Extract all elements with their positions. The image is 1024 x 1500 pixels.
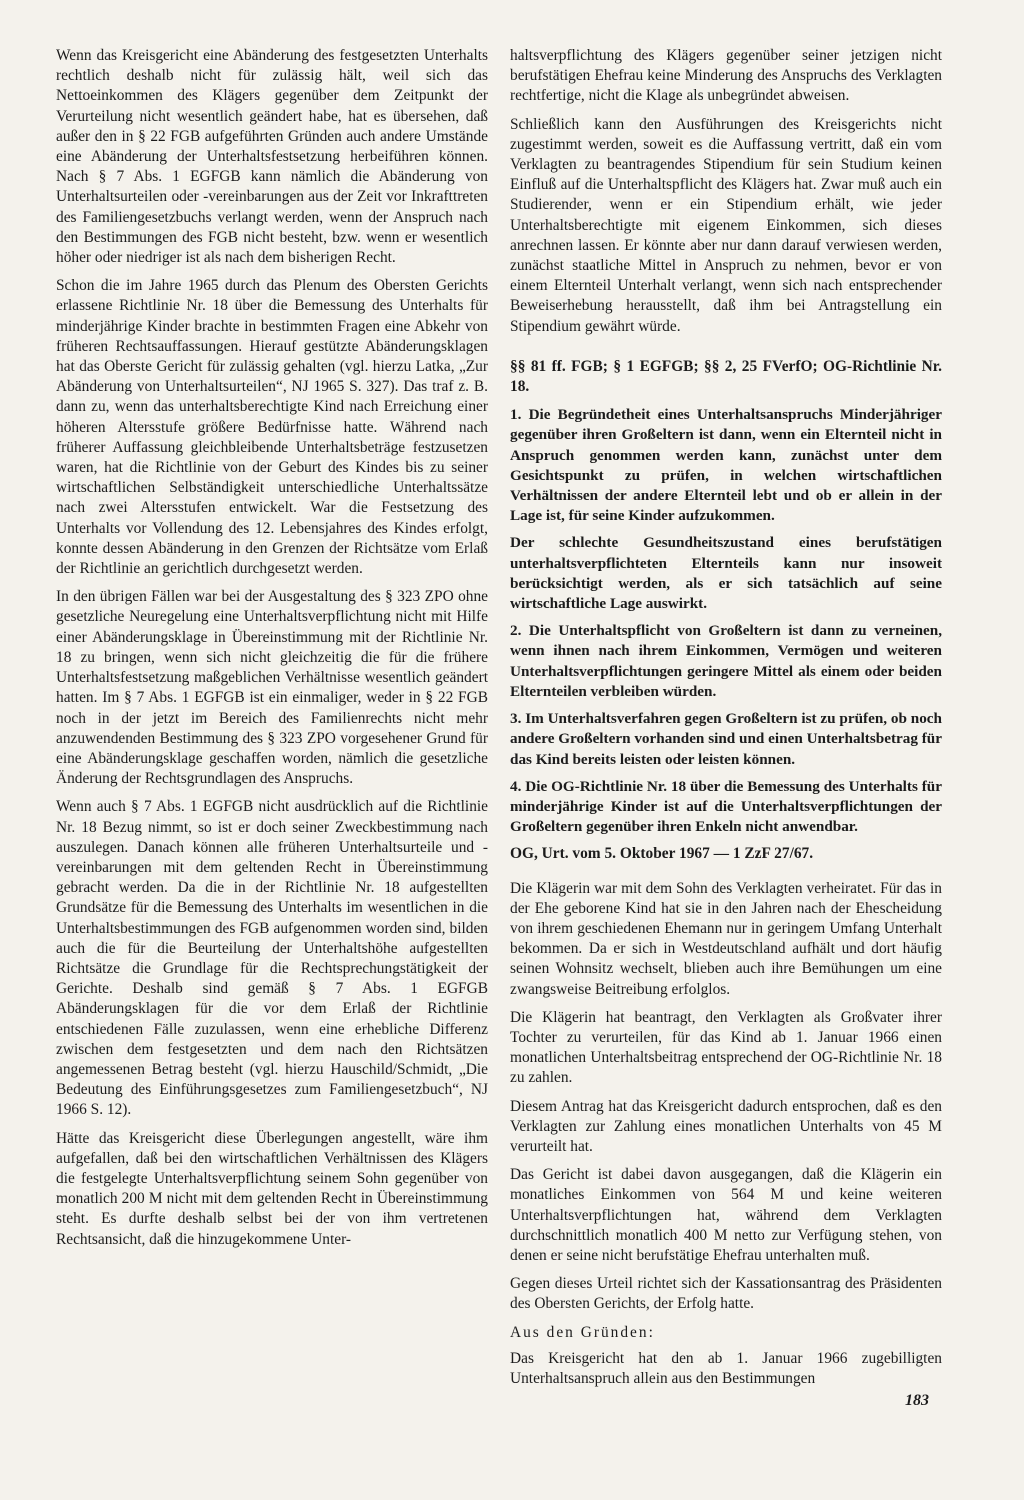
case-citation: OG, Urt. vom 5. Oktober 1967 — 1 ZzF 27/67. (510, 845, 814, 863)
paragraph: Wenn das Kreisgericht eine Abänderung des festgesetzten Unterhalts rechtlich deshalb nicht für zulässig hält, weil sich das Nettoeinkommen des Klägers gegenüber dem Zeitpunkt der Verurteilung nicht wesentlich geändert habe, hat es übersehen, daß außer den in § 22 FGB aufgeführten Gründen auch andere Umstände eine Abänderung der Unterhaltsfestsetzung herbeiführen können. Nach § 7 Abs. 1 EGFGB kann nämlich die Abänderung von Unterhaltsurteilen oder -vereinbarungen aus der Zeit vor Inkrafttreten des Familiengesetzbuchs verlangt werden, wenn der Anspruch nach den Bestimmungen des FGB nicht besteht, bzw. wenn er wesentlich höher oder niedriger ist als nach dem bisherigen Recht. (56, 47, 488, 267)
right-column (510, 46, 942, 1397)
paragraph: Das Kreisgericht hat den ab 1. Januar 1966 zugebilligten Unterhaltsanspruch allein aus den Bestimmungen (510, 1349, 942, 1387)
page-number: 183 (905, 1392, 929, 1409)
left-column (56, 46, 488, 1258)
reasons-heading: Aus den Gründen: (510, 1323, 655, 1341)
paragraph: Schließlich kann den Ausführungen des Kreisgerichts nicht zugestimmt werden, soweit es die Auffassung vertritt, daß ein vom Verklagten zu beantragendes Stipendium für sein Studium keinen Einfluß auf die Unterhaltspflicht des Klägers hat. Zwar muß auch ein Studierender, wenn er ein Stipendium erhält, wie jeder Unterhaltsberechtigte mit eigenem Einkommen, sich dieses anrechnen lassen. Er könnte aber nur dann darauf verwiesen werden, zunächst staatliche Mittel in Anspruch zu nehmen, bevor er von einem Elternteil Unterhalt verlangt, wenn sich nach entsprechender Beweiserhebung herausstellt, daß ihm bei Antragstellung ein Stipendium gewährt würde. (510, 115, 942, 335)
paragraph: In den übrigen Fällen war bei der Ausgestaltung des § 323 ZPO ohne gesetzliche Neuregelung eine Unterhaltsverpflichtung nicht mit Hilfe einer Abänderungsklage in Übereinstimmung mit der Richtlinie Nr. 18 zu bringen, wenn sich nicht gleichzeitig die für die frühere Unterhaltsfestsetzung maßgeblichen Verhältnisse wesentlich geändert hatten. Im § 7 Abs. 1 EGFGB ist ein einmaliger, weder in § 22 FGB noch in der jetzt im Bereich des Familienrechts nicht mehr anzuwendenden Bestimmung des § 323 ZPO vorgesehener Grund für eine Abänderungsklage geschaffen worden, nämlich die gesetzliche Änderung der Rechtsgrundlagen des Anspruchs. (56, 588, 488, 788)
paragraph: Gegen dieses Urteil richtet sich der Kassationsantrag des Präsidenten des Obersten Gerichts, der Erfolg hatte. (510, 1275, 942, 1313)
headnote-rule: Der schlechte Gesundheitszustand eines berufstätigen unterhaltsverpflichteten Elternteils kann nur insoweit berücksichtigt werden, als er sich tatsächlich auf seine wirtschaftliche Lage auswirkt. (510, 534, 942, 613)
paragraph: haltsverpflichtung des Klägers gegenüber seiner jetzigen nicht berufstätigen Ehefrau keine Minderung des Anspruchs des Verklagten rechtfertige, nicht die Klage als unbegründet abweisen. (510, 47, 942, 105)
paragraph: Das Gericht ist dabei davon ausgegangen, daß die Klägerin ein monatliches Einkommen von 564 M und keine weiteren Unterhaltsverpflichtungen hat, während dem Verklagten durchschnittlich monatlich 400 M netto zur Verfügung stehen, von denen er seine nicht berufstätige Ehefrau unterhalten muß. (510, 1166, 942, 1264)
paragraph: Wenn auch § 7 Abs. 1 EGFGB nicht ausdrücklich auf die Richtlinie Nr. 18 Bezug nimmt, so ist er doch seiner Zweckbestimmung nach auszulegen. Danach können alle früheren Unterhaltsurteile und -vereinbarungen mit dem geltenden Recht in Übereinstimmung gebracht werden. Da die in der Richtlinie Nr. 18 aufgestellten Grundsätze für die Bemessung des Unterhalts im wesentlichen in die Unterhaltsbestimmungen des FGB aufgenommen worden sind, bilden auch die für die Beurteilung der Unterhaltshöhe aufgestellten Richtsätze die Grundlage für die Rechtsprechungstätigkeit der Gerichte. Deshalb sind gemäß § 7 Abs. 1 EGFGB Abänderungsklagen für die vor dem Erlaß der Richtlinie entschiedenen Fälle zuzulassen, wenn eine erhebliche Differenz zwischen dem festgesetzten und dem nach den Richtsätzen angemessenen Betrag besteht (vgl. hierzu Hauschild/Schmidt, „Die Bedeutung des Einführungsgesetzes zum Familiengesetzbuch“, NJ 1966 S. 12). (56, 798, 488, 1119)
law-heading: §§ 81 ff. FGB; § 1 EGFGB; §§ 2, 25 FVerfO; OG-Richtlinie Nr. 18. (510, 357, 942, 396)
paragraph: Die Klägerin hat beantragt, den Verklagten als Großvater ihrer Tochter zu verurteilen, für das Kind ab 1. Januar 1966 einen monatlichen Unterhaltsbeitrag entsprechend der OG-Richtlinie Nr. 18 zu zahlen. (510, 1008, 942, 1087)
paragraph: Diesem Antrag hat das Kreisgericht dadurch entsprochen, daß es den Verklagten zur Zahlung eines monatlichen Unterhalts von 45 M verurteilt hat. (510, 1097, 942, 1155)
paragraph: Hätte das Kreisgericht diese Überlegungen angestellt, wäre ihm aufgefallen, daß bei den wirtschaftlichen Verhältnissen des Klägers die festgelegte Unterhaltsverpflichtung seinem Sohn gegenüber von monatlich 200 M nicht mit dem geltenden Recht in Übereinstimmung steht. Es durfte deshalb selbst bei der von ihm vertretenen Rechtsansicht, daß die hinzugekommene Unter- (56, 1129, 488, 1248)
headnote-rule: 4. Die OG-Richtlinie Nr. 18 über die Bemessung des Unterhalts für minderjährige Kinder ist auf die Unterhaltsverpflichtungen der Großeltern gegenüber ihren Enkeln nicht anwendbar. (510, 777, 942, 836)
paragraph: Die Klägerin war mit dem Sohn des Verklagten verheiratet. Für das in der Ehe geborene Kind hat sie in den Jahren nach der Ehescheidung von ihrem geschiedenen Ehemann nur in geringem Umfang Unterhalt bekommen. Da er sich in Westdeutschland aufhält und dort häufig seinen Wohnsitz wechselt, blieben auch ihre Bemühungen um eine zwangsweise Beitreibung erfolglos. (510, 879, 942, 998)
headnote-rule: 1. Die Begründetheit eines Unterhaltsanspruchs Minderjähriger gegenüber ihren Großeltern ist dann, wenn ein Elternteil nicht in Anspruch genommen werden kann, zunächst unter dem Gesichtspunkt zu prüfen, in welchen wirtschaftlichen Verhältnissen der andere Elternteil lebt und ob er allein in der Lage ist, für seine Kinder aufzukommen. (510, 406, 942, 525)
paragraph: Schon die im Jahre 1965 durch das Plenum des Obersten Gerichts erlassene Richtlinie Nr. 18 über die Bemessung des Unterhalts für minderjährige Kinder brachte in bestimmten Fragen eine Abkehr von früheren Rechtsauffassungen. Hierauf gestützte Abänderungsklagen hat das Oberste Gericht für zulässig gehalten (vgl. hierzu Latka, „Zur Abänderung von Unterhaltsurteilen“, NJ 1965 S. 327). Das traf z. B. dann zu, wenn das unterhaltsberechtigte Kind nach Erreichung einer höheren Altersstufe größere Bedürfnisse hatte. Während nach früherer Auffassung gleichbleibende Unterhaltsbeträge festzusetzen waren, hat die Richtlinie von der Geburt des Kindes bis zu seiner wirtschaftlichen Selbständigkeit unterschiedliche Unterhaltssätze nach zwei Altersstufen entwickelt. War die Festsetzung des Unterhalts vor Vollendung des 12. Lebensjahres des Kindes erfolgt, konnte dessen Abänderung in den Grenzen der Richtsätze vom Erlaß der Richtlinie an gerichtlich durchgesetzt werden. (56, 277, 488, 578)
headnote-rule: 3. Im Unterhaltsverfahren gegen Großeltern ist zu prüfen, ob noch andere Großeltern vorhanden sind und einen Unterhaltsbetrag für das Kind bereits leisten oder leisten können. (510, 710, 942, 768)
headnote-rule: 2. Die Unterhaltspflicht von Großeltern ist dann zu verneinen, wenn ihnen nach ihrem Einkommen, Vermögen und weiteren Unterhaltsverpflichtungen geringere Mittel als einem oder beiden Elternteilen verbleiben würden. (510, 622, 942, 700)
